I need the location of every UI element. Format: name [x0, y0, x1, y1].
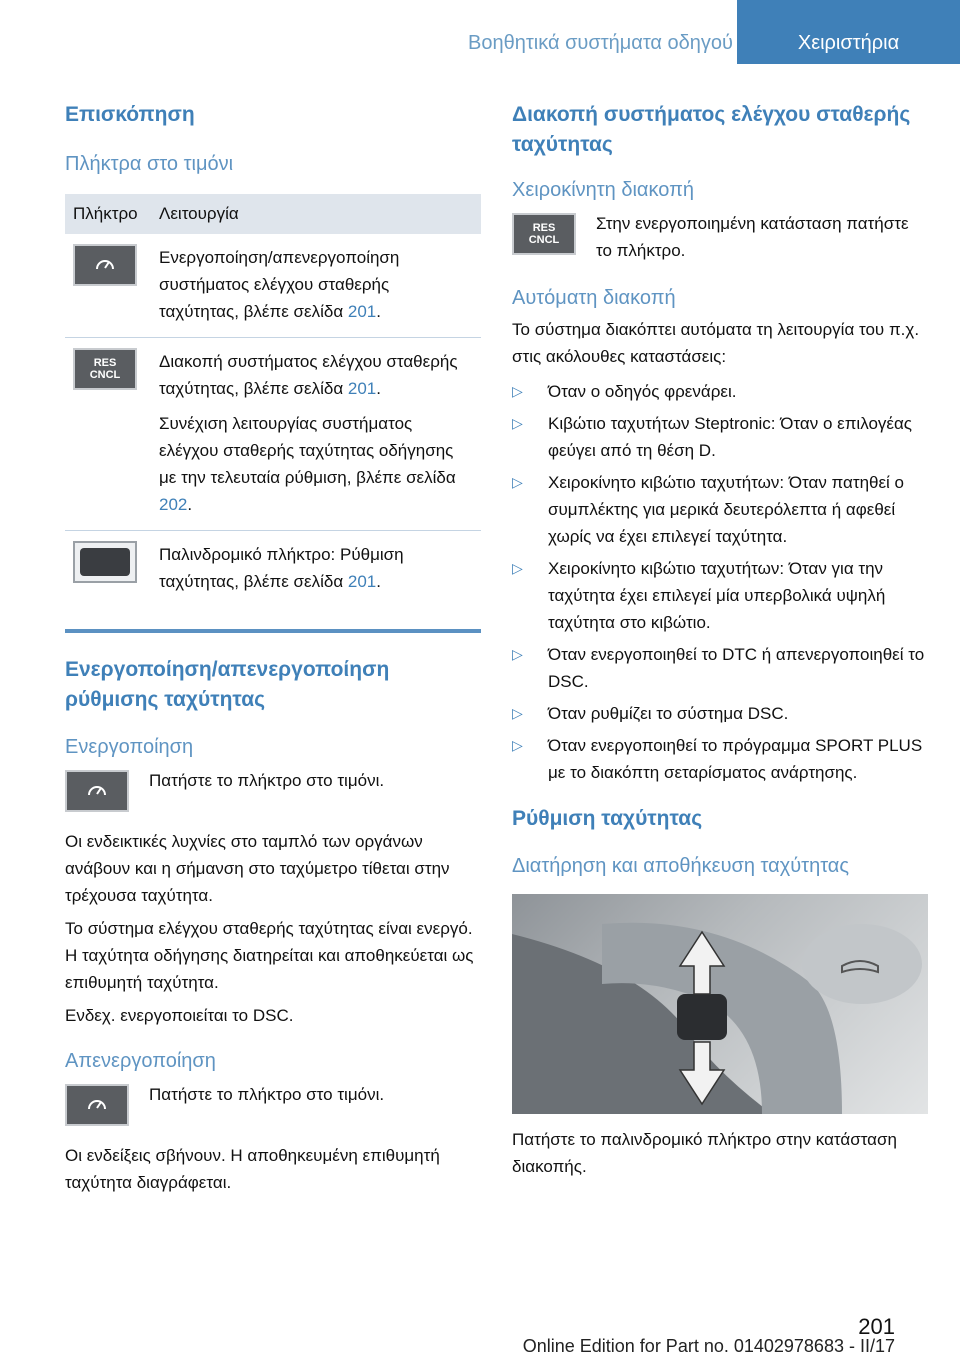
page-link[interactable]: 201	[347, 572, 377, 591]
table-row: RES CNCL Διακοπή συστήματος ελέγχου σταθερής ταχύτητας, βλέπε σελίδα 201. Συνέχιση λειτουργίας συστήματος ελέγχου σταθερής ταχύτητας οδήγησης με την τελευταία ρύθμιση, βλέπε σελίδα 202.	[65, 338, 481, 531]
manual-instruction-row	[512, 210, 928, 264]
manual-instruction: Στην ενεργοποιημένη κατάσταση πατήστε το πλήκτρο.	[596, 214, 909, 260]
interrupt-heading: Διακοπή συστήματος ελέγχου σταθερής ταχύτητας	[512, 103, 911, 156]
triangle-bullet-icon: ▷	[512, 705, 523, 721]
list-item: ▷ Όταν ενεργοποιηθεί το πρόγραμμα SPORT PLUS με το διακόπτη σεταρίσματος ανάρτησης.	[512, 732, 928, 786]
row2-text1: Διακοπή συστήματος ελέγχου σταθερής ταχύτητας, βλέπε σελίδα	[159, 352, 458, 398]
triangle-bullet-icon: ▷	[512, 560, 523, 576]
cruise-onoff-key-icon	[65, 770, 129, 812]
activation-heading: Ενεργοποίηση	[65, 736, 194, 758]
overview-heading: Επισκόπηση	[65, 103, 195, 126]
row1-text: Ενεργοποίηση/απενεργοποίηση συστήματος ελέγχου σταθερής ταχύτητας, βλέπε σελίδα	[159, 248, 400, 321]
steering-wheel-rocker-photo	[512, 894, 928, 1114]
activation-paragraph: Το σύστημα ελέγχου σταθερής ταχύτητας είναι ενεργό. Η ταχύτητα οδήγησης διατηρείται και αποθηκεύεται ως επιθυμητή ταχύτητα.	[65, 919, 474, 992]
list-item: ▷ Όταν ο οδηγός φρενάρει.	[512, 378, 928, 405]
steering-buttons-heading: Πλήκτρα στο τιμόνι	[65, 153, 234, 175]
left-column	[65, 86, 481, 1196]
list-item: ▷ Χειροκίνητο κιβώτιο ταχυτήτων: Όταν πατηθεί ο συμπλέκτης για μερικά δευτερόλεπτα ή αφεθεί χωρίς να έχει επιλεγεί ταχύτητα.	[512, 469, 928, 550]
cruise-onoff-key-icon	[73, 244, 137, 286]
list-item: ▷ Όταν ρυθμίζει το σύστημα DSC.	[512, 700, 928, 727]
row3-text: Παλινδρομικό πλήκτρο: Ρύθμιση ταχύτητας, βλέπε σελίδα	[159, 545, 404, 591]
table-row: Παλινδρομικό πλήκτρο: Ρύθμιση ταχύτητας, βλέπε σελίδα 201.	[65, 531, 481, 608]
deactivation-instruction: Πατήστε το πλήκτρο στο τιμόνι.	[149, 1085, 385, 1104]
auto-interrupt-heading: Αυτόματη διακοπή	[512, 287, 676, 309]
chapter-tab: Χειριστήρια	[737, 0, 960, 64]
table-row: Ενεργοποίηση/απενεργοποίηση συστήματος ελέγχου σταθερής ταχύτητας, βλέπε σελίδα 201.	[65, 234, 481, 338]
manual-interrupt-heading: Χειροκίνητη διακοπή	[512, 179, 695, 201]
row2-text2: Συνέχιση λειτουργίας συστήματος ελέγχου σταθερής ταχύτητας οδήγησης με την τελευταία ρύθμιση, βλέπε σελίδα	[159, 414, 456, 487]
buttons-table	[65, 194, 481, 607]
page-link[interactable]: 201	[347, 379, 377, 398]
activation-paragraph: Ενδεχ. ενεργοποιείται το DSC.	[65, 1006, 294, 1025]
activation-paragraph: Οι ενδεικτικές λυχνίες στο ταμπλό των οργάνων ανάβουν και η σήμανση στο ταχύμετρο τίθεται στην τρέχουσα ταχύτητα.	[65, 832, 450, 905]
photo-caption: Πατήστε το παλινδρομικό πλήκτρο στην κατάσταση διακοπής.	[512, 1130, 897, 1176]
cruise-onoff-key-icon	[65, 1084, 129, 1126]
triangle-bullet-icon: ▷	[512, 415, 523, 431]
list-item: ▷ Χειροκίνητο κιβώτιο ταχυτήτων: Όταν για την ταχύτητα έχει επιλεγεί μία υπερβολικά υψηλή ταχύτητα στο κιβώτιο.	[512, 555, 928, 636]
triangle-bullet-icon: ▷	[512, 737, 523, 753]
page-number: 201	[858, 1314, 895, 1339]
table-header-row	[65, 194, 481, 234]
auto-intro: Το σύστημα διακόπτει αυτόματα τη λειτουργία του π.χ. στις ακόλουθες καταστάσεις:	[512, 320, 920, 366]
edition-note: Online Edition for Part no. 01402978683 - II/17	[522, 1336, 895, 1356]
deactivation-paragraph: Οι ενδείξεις σβήνουν. Η αποθηκευμένη επιθυμητή ταχύτητα διαγράφεται.	[65, 1146, 440, 1192]
page-link[interactable]: 202	[159, 495, 188, 514]
deactivation-heading: Απενεργοποίηση	[65, 1050, 216, 1072]
res-cncl-key-icon: RES CNCL	[73, 348, 137, 390]
section-divider	[65, 629, 481, 633]
page-header	[0, 0, 960, 64]
triangle-bullet-icon: ▷	[512, 474, 523, 490]
activation-instruction-row	[65, 767, 481, 812]
page-footer	[0, 1300, 960, 1362]
auto-interrupt-list	[512, 378, 928, 786]
deactivation-instruction-row	[65, 1081, 481, 1126]
page-link[interactable]: 201	[347, 302, 377, 321]
section-title: Βοηθητικά συστήματα οδηγού	[468, 32, 733, 54]
triangle-bullet-icon: ▷	[512, 383, 523, 399]
list-item: ▷ Κιβώτιο ταχυτήτων Steptronic: Όταν ο επιλογέας φεύγει από τη θέση D.	[512, 410, 928, 464]
onoff-heading: Ενεργοποίηση/απενεργοποίηση ρύθμισης ταχύτητας	[65, 658, 390, 711]
list-item: ▷ Όταν ενεργοποιηθεί το DTC ή απενεργοποιηθεί το DSC.	[512, 641, 928, 695]
res-cncl-key-icon: RES CNCL	[512, 213, 576, 255]
right-column	[512, 86, 928, 1180]
keep-store-heading: Διατήρηση και αποθήκευση ταχύτητας	[512, 855, 850, 877]
triangle-bullet-icon: ▷	[512, 646, 523, 662]
activation-instruction: Πατήστε το πλήκτρο στο τιμόνι.	[149, 771, 385, 790]
col-header-function: Λειτουργία	[151, 194, 481, 234]
col-header-key: Πλήκτρο	[65, 194, 151, 234]
speed-setting-heading: Ρύθμιση ταχύτητας	[512, 807, 703, 830]
rocker-key-icon	[73, 541, 137, 583]
